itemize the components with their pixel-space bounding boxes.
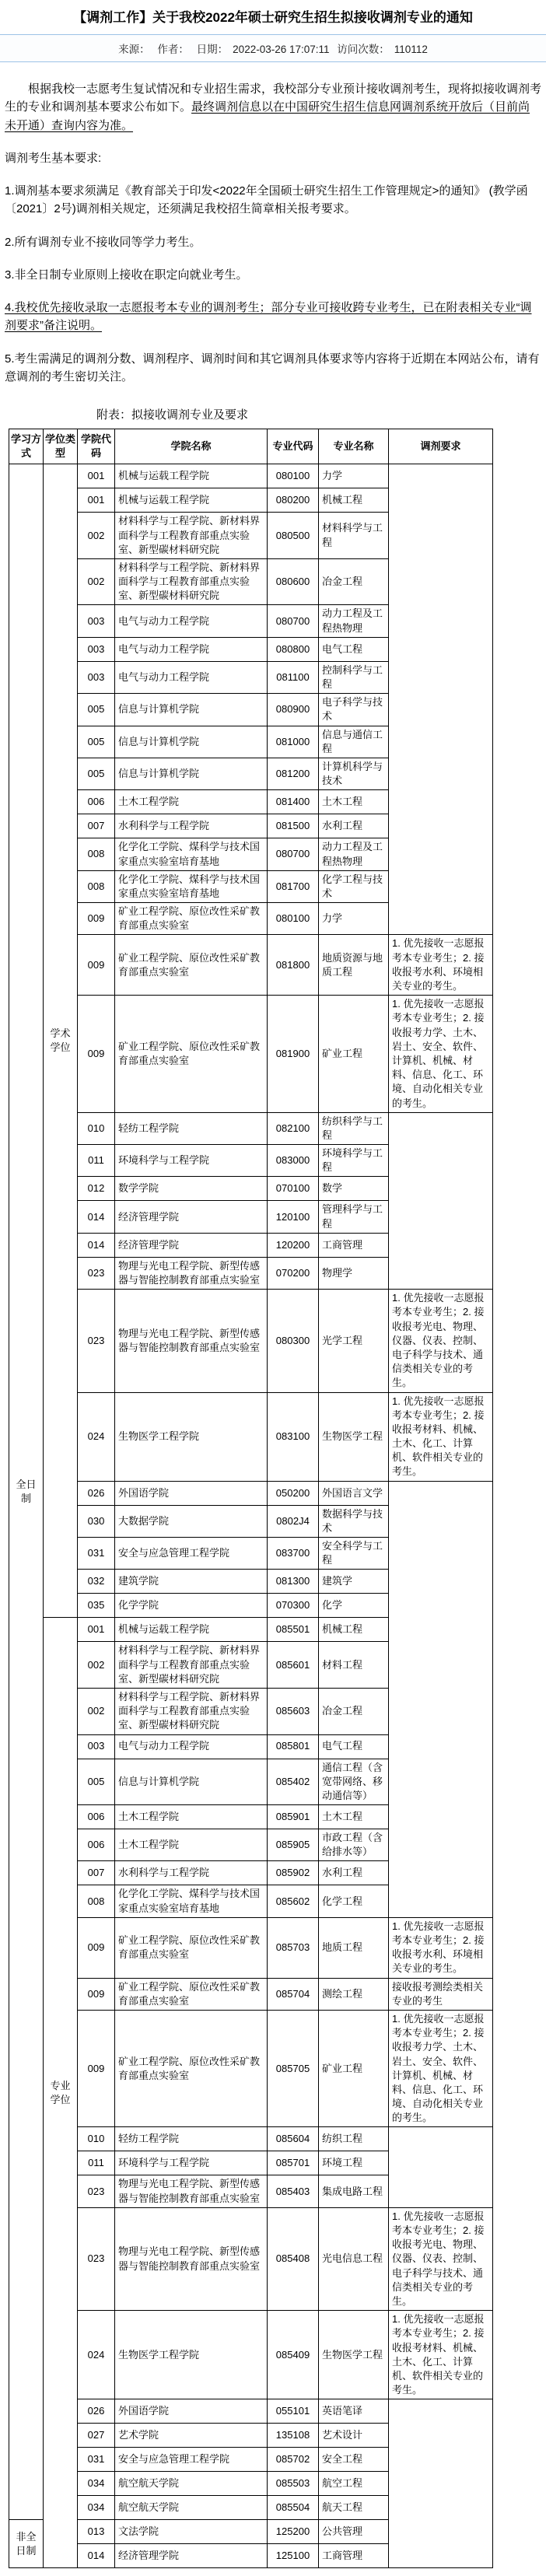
page-title: 【调剂工作】关于我校2022年硕士研究生招生拟接收调剂专业的通知 [73, 10, 473, 25]
major-name-cell: 市政工程（含给排水等） [319, 1829, 389, 1861]
major-code-cell: 085402 [268, 1759, 319, 1805]
college-name-cell: 环境科学与工程学院 [115, 1145, 268, 1177]
requirement-item-2: 2.所有调剂专业不接收同等学力考生。 [5, 235, 201, 249]
college-name-cell: 机械与运载工程学院 [115, 1618, 268, 1642]
major-name-cell: 生物医学工程 [319, 2311, 389, 2399]
requirement-cell: 1. 优先接收一志愿报考本专业考生；2. 接收报考水利、环境相关专业的考生。 [389, 935, 493, 996]
meta-visits-label: 访问次数： [337, 44, 390, 56]
major-code-cell: 085504 [268, 2496, 319, 2520]
major-code-cell: 120100 [268, 1201, 319, 1233]
major-code-cell: 083100 [268, 1392, 319, 1481]
college-code-cell: 007 [78, 1861, 115, 1885]
major-code-cell: 085701 [268, 2151, 319, 2175]
major-code-cell: 085604 [268, 2127, 319, 2151]
major-code-cell: 070100 [268, 1177, 319, 1201]
college-code-cell: 031 [78, 1538, 115, 1570]
table-row [9, 1112, 493, 1144]
major-name-cell: 英语笔译 [319, 2399, 389, 2424]
college-name-cell: 轻纺工程学院 [115, 1112, 268, 1144]
college-code-cell: 008 [78, 1885, 115, 1917]
major-name-cell: 光学工程 [319, 1290, 389, 1392]
requirement-cell [389, 2127, 493, 2207]
college-name-cell: 信息与计算机学院 [115, 726, 268, 758]
college-name-cell: 化学化工学院、煤科学与技术国家重点实验室培育基地 [115, 870, 268, 902]
college-name-cell: 物理与光电工程学院、新型传感器与智能控制教育部重点实验室 [115, 2175, 268, 2207]
major-name-cell: 水利工程 [319, 814, 389, 838]
header-cell: 专业代码 [268, 429, 319, 464]
requirement-cell: 1. 优先接收一志愿报考本专业考生；2. 接收报考水利、环境相关专业的考生。 [389, 1917, 493, 1978]
major-code-cell: 085403 [268, 2175, 319, 2207]
major-name-cell: 机械工程 [319, 1618, 389, 1642]
college-code-cell: 006 [78, 1829, 115, 1861]
major-name-cell: 动力工程及工程热物理 [319, 605, 389, 637]
college-name-cell: 建筑学院 [115, 1570, 268, 1594]
major-name-cell: 电气工程 [319, 1734, 389, 1759]
college-code-cell: 013 [78, 2520, 115, 2544]
major-name-cell: 管理科学与工程 [319, 1201, 389, 1233]
college-name-cell: 物理与光电工程学院、新型传感器与智能控制教育部重点实验室 [115, 1290, 268, 1392]
study-mode-cell: 非全日制 [9, 2520, 44, 2568]
college-code-cell: 002 [78, 1688, 115, 1734]
college-name-cell: 电气与动力工程学院 [115, 661, 268, 693]
requirement-item-3: 3.非全日制专业原则上接收在职定向就业考生。 [5, 268, 248, 282]
major-code-cell: 082100 [268, 1112, 319, 1144]
college-code-cell: 010 [78, 2127, 115, 2151]
major-code-cell: 055101 [268, 2399, 319, 2424]
requirement-cell: 1. 优先接收一志愿报考本专业考生；2. 接收报考力学、土木、岩土、安全、软件、计算机、机械、材料、信息、化工、环境、自动化相关专业的考生。 [389, 2010, 493, 2127]
requirement-cell: 1. 优先接收一志愿报考本专业考生；2. 接收报考光电、物理、仪器、仪表、控制、电子科学与技术、通信类相关专业的考生。 [389, 1290, 493, 1392]
requirement-cell [389, 1112, 493, 1290]
college-name-cell: 大数据学院 [115, 1505, 268, 1537]
table-row [9, 2399, 493, 2424]
major-code-cell: 080900 [268, 694, 319, 726]
college-name-cell: 数学学院 [115, 1177, 268, 1201]
college-code-cell: 009 [78, 935, 115, 996]
major-code-cell: 070300 [268, 1594, 319, 1618]
college-code-cell: 001 [78, 488, 115, 513]
header-cell: 学习方式 [9, 429, 44, 464]
college-name-cell: 航空航天学院 [115, 2496, 268, 2520]
college-name-cell: 信息与计算机学院 [115, 758, 268, 789]
major-name-cell: 化学工程 [319, 1885, 389, 1917]
major-code-cell: 135108 [268, 2424, 319, 2448]
major-name-cell: 电气工程 [319, 637, 389, 661]
notice-page [0, 9, 546, 2568]
college-name-cell: 生物医学工程学院 [115, 2311, 268, 2399]
college-code-cell: 030 [78, 1505, 115, 1537]
meta-date-label: 日期： [196, 44, 229, 56]
major-code-cell: 125200 [268, 2520, 319, 2544]
college-name-cell: 矿业工程学院、原位改性采矿教育部重点实验室 [115, 1978, 268, 2010]
college-name-cell: 材料科学与工程学院、新材料界面科学与工程教育部重点实验室、新型碳材料研究院 [115, 558, 268, 605]
major-name-cell: 力学 [319, 903, 389, 935]
major-name-cell: 公共管理 [319, 2520, 389, 2544]
college-name-cell: 安全与应急管理工程学院 [115, 2448, 268, 2472]
college-code-cell: 003 [78, 1734, 115, 1759]
major-name-cell: 材料科学与工程 [319, 513, 389, 559]
requirement-cell: 接收报考测绘类相关专业的考生 [389, 1978, 493, 2010]
major-name-cell: 外国语言文学 [319, 1481, 389, 1505]
college-name-cell: 经济管理学院 [115, 1201, 268, 1233]
college-code-cell: 003 [78, 605, 115, 637]
major-code-cell: 085501 [268, 1618, 319, 1642]
college-code-cell: 009 [78, 1917, 115, 1978]
major-name-cell: 机械工程 [319, 488, 389, 513]
major-code-cell: 080200 [268, 488, 319, 513]
major-name-cell: 矿业工程 [319, 996, 389, 1113]
college-code-cell: 002 [78, 1642, 115, 1689]
college-code-cell: 026 [78, 2399, 115, 2424]
requirement-cell [389, 464, 493, 935]
major-name-cell: 地质工程 [319, 1917, 389, 1978]
requirement-cell: 1. 优先接收一志愿报考本专业考生；2. 接收报考材料、机械、土木、化工、计算机、软件相关专业的考生。 [389, 1392, 493, 1481]
major-code-cell: 081200 [268, 758, 319, 789]
major-name-cell: 光电信息工程 [319, 2207, 389, 2310]
major-name-cell: 工商管理 [319, 2544, 389, 2568]
college-name-cell: 电气与动力工程学院 [115, 605, 268, 637]
college-name-cell: 安全与应急管理工程学院 [115, 1538, 268, 1570]
table-row [9, 2207, 493, 2310]
college-code-cell: 003 [78, 661, 115, 693]
college-code-cell: 023 [78, 2207, 115, 2310]
header-cell: 学院代码 [78, 429, 115, 464]
major-code-cell: 085503 [268, 2472, 319, 2496]
meta-visits-value: 110112 [394, 44, 428, 56]
college-code-cell: 008 [78, 870, 115, 902]
college-code-cell: 012 [78, 1177, 115, 1201]
major-name-cell: 艺术设计 [319, 2424, 389, 2448]
college-name-cell: 外国语学院 [115, 2399, 268, 2424]
requirement-cell: 1. 优先接收一志愿报考本专业考生；2. 接收报考力学、土木、岩土、安全、软件、计算机、机械、材料、信息、化工、环境、自动化相关专业的考生。 [389, 996, 493, 1113]
college-name-cell: 电气与动力工程学院 [115, 1734, 268, 1759]
major-code-cell: 085905 [268, 1829, 319, 1861]
college-code-cell: 005 [78, 726, 115, 758]
major-code-cell: 085902 [268, 1861, 319, 1885]
college-code-cell: 011 [78, 1145, 115, 1177]
meta-bar [0, 34, 546, 62]
major-code-cell: 050200 [268, 1481, 319, 1505]
major-code-cell: 081800 [268, 935, 319, 996]
major-name-cell: 航空工程 [319, 2472, 389, 2496]
meta-source-label: 来源： [118, 44, 150, 56]
college-name-cell: 生物医学工程学院 [115, 1392, 268, 1481]
major-code-cell: 081300 [268, 1570, 319, 1594]
major-code-cell: 085901 [268, 1805, 319, 1829]
major-name-cell: 力学 [319, 464, 389, 488]
table-row [9, 2311, 493, 2399]
college-name-cell: 矿业工程学院、原位改性采矿教育部重点实验室 [115, 996, 268, 1113]
major-code-cell: 080100 [268, 464, 319, 488]
college-code-cell: 001 [78, 464, 115, 488]
notice-body [0, 62, 546, 424]
college-name-cell: 化学化工学院、煤科学与技术国家重点实验室培育基地 [115, 1885, 268, 1917]
college-name-cell: 化学化工学院、煤科学与技术国家重点实验室培育基地 [115, 838, 268, 870]
college-code-cell: 003 [78, 637, 115, 661]
college-name-cell: 轻纺工程学院 [115, 2127, 268, 2151]
meta-date-value: 2022-03-26 17:07:11 [233, 44, 330, 56]
major-code-cell: 085801 [268, 1734, 319, 1759]
college-name-cell: 水利科学与工程学院 [115, 814, 268, 838]
college-code-cell: 014 [78, 2544, 115, 2568]
requirement-cell [389, 2399, 493, 2568]
college-code-cell: 026 [78, 1481, 115, 1505]
major-code-cell: 085409 [268, 2311, 319, 2399]
requirement-cell: 1. 优先接收一志愿报考本专业考生；2. 接收报考材料、机械、土木、化工、计算机、软件相关专业的考生。 [389, 2311, 493, 2399]
college-code-cell: 014 [78, 1201, 115, 1233]
major-code-cell: 085603 [268, 1688, 319, 1734]
intro-underlined-text: 最终调剂信息以在中国研究生招生信息网调剂系统开放后（目前尚未开通）查询内容为准。 [5, 100, 530, 132]
requirement-item-5: 5.考生需满足的调剂分数、调剂程序、调剂时间和其它调剂具体要求等内容将于近期在本网站公布，请有意调剂的考生密切关注。 [5, 352, 540, 383]
table-row [9, 2127, 493, 2151]
college-code-cell: 005 [78, 1759, 115, 1805]
major-code-cell: 080800 [268, 637, 319, 661]
major-code-cell: 085602 [268, 1885, 319, 1917]
major-code-cell: 081500 [268, 814, 319, 838]
major-code-cell: 120200 [268, 1233, 319, 1257]
table-row [9, 464, 493, 488]
major-name-cell: 动力工程及工程热物理 [319, 838, 389, 870]
college-name-cell: 材料科学与工程学院、新材料界面科学与工程教育部重点实验室、新型碳材料研究院 [115, 1642, 268, 1689]
major-code-cell: 081900 [268, 996, 319, 1113]
major-name-cell: 建筑学 [319, 1570, 389, 1594]
major-code-cell: 085704 [268, 1978, 319, 2010]
college-code-cell: 002 [78, 513, 115, 559]
college-code-cell: 006 [78, 1805, 115, 1829]
table-row [9, 1481, 493, 1505]
major-name-cell: 环境工程 [319, 2151, 389, 2175]
header-cell: 调剂要求 [389, 429, 493, 464]
major-code-cell: 125100 [268, 2544, 319, 2568]
college-code-cell: 035 [78, 1594, 115, 1618]
major-code-cell: 080300 [268, 1290, 319, 1392]
major-code-cell: 083700 [268, 1538, 319, 1570]
college-code-cell: 031 [78, 2448, 115, 2472]
major-name-cell: 冶金工程 [319, 558, 389, 605]
header-cell: 学位类型 [44, 429, 78, 464]
major-code-cell: 085705 [268, 2010, 319, 2127]
study-mode-cell: 全日制 [9, 464, 44, 2520]
major-name-cell: 材料工程 [319, 1642, 389, 1689]
college-code-cell: 024 [78, 1392, 115, 1481]
major-name-cell: 安全工程 [319, 2448, 389, 2472]
major-name-cell: 物理学 [319, 1257, 389, 1289]
college-name-cell: 水利科学与工程学院 [115, 1861, 268, 1885]
major-code-cell: 085601 [268, 1642, 319, 1689]
college-code-cell: 009 [78, 903, 115, 935]
college-code-cell: 007 [78, 814, 115, 838]
college-name-cell: 经济管理学院 [115, 2544, 268, 2568]
college-code-cell: 005 [78, 758, 115, 789]
college-name-cell: 机械与运载工程学院 [115, 488, 268, 513]
college-code-cell: 034 [78, 2496, 115, 2520]
college-name-cell: 经济管理学院 [115, 1233, 268, 1257]
college-name-cell: 物理与光电工程学院、新型传感器与智能控制教育部重点实验室 [115, 2207, 268, 2310]
college-name-cell: 土木工程学院 [115, 1829, 268, 1861]
table-row [9, 1978, 493, 2010]
college-name-cell: 电气与动力工程学院 [115, 637, 268, 661]
major-name-cell: 集成电路工程 [319, 2175, 389, 2207]
major-name-cell: 航天工程 [319, 2496, 389, 2520]
major-name-cell: 电子科学与技术 [319, 694, 389, 726]
major-code-cell: 080600 [268, 558, 319, 605]
college-code-cell: 011 [78, 2151, 115, 2175]
major-code-cell: 081400 [268, 790, 319, 814]
major-name-cell: 化学工程与技术 [319, 870, 389, 902]
college-name-cell: 信息与计算机学院 [115, 1759, 268, 1805]
table-row [9, 1392, 493, 1481]
college-name-cell: 矿业工程学院、原位改性采矿教育部重点实验室 [115, 2010, 268, 2127]
major-name-cell: 地质资源与地质工程 [319, 935, 389, 996]
meta-author-label: 作者： [157, 44, 189, 56]
college-name-cell: 艺术学院 [115, 2424, 268, 2448]
table-header-row [9, 429, 493, 464]
header-cell: 学院名称 [115, 429, 268, 464]
major-code-cell: 080700 [268, 838, 319, 870]
college-name-cell: 材料科学与工程学院、新材料界面科学与工程教育部重点实验室、新型碳材料研究院 [115, 513, 268, 559]
college-code-cell: 014 [78, 1233, 115, 1257]
intro-paragraph [5, 80, 541, 135]
major-name-cell: 安全科学与工程 [319, 1538, 389, 1570]
table-row [9, 1917, 493, 1978]
college-code-cell: 005 [78, 694, 115, 726]
intro-text: 根据我校一志愿考生复试情况和专业招生需求，我校部分专业预计接收调剂考生，现将拟接收调剂考生的专业和调剂基本要求公布如下。 [5, 82, 542, 114]
major-code-cell: 080500 [268, 513, 319, 559]
college-name-cell: 航空航天学院 [115, 2472, 268, 2496]
college-code-cell: 024 [78, 2311, 115, 2399]
major-name-cell: 矿业工程 [319, 2010, 389, 2127]
major-name-cell: 纺织科学与工程 [319, 1112, 389, 1144]
college-code-cell: 034 [78, 2472, 115, 2496]
major-name-cell: 数学 [319, 1177, 389, 1201]
major-name-cell: 环境科学与工程 [319, 1145, 389, 1177]
major-code-cell: 080700 [268, 605, 319, 637]
major-name-cell: 土木工程 [319, 790, 389, 814]
college-code-cell: 002 [78, 558, 115, 605]
major-code-cell: 085408 [268, 2207, 319, 2310]
major-code-cell: 083000 [268, 1145, 319, 1177]
degree-type-cell: 专业学位 [44, 1618, 78, 2568]
major-name-cell: 通信工程（含宽带网络、移动通信等） [319, 1759, 389, 1805]
college-code-cell: 009 [78, 2010, 115, 2127]
major-code-cell: 080100 [268, 903, 319, 935]
requirements-heading: 调剂考生基本要求: [5, 151, 102, 165]
college-code-cell: 023 [78, 2175, 115, 2207]
college-code-cell: 008 [78, 838, 115, 870]
requirement-cell: 1. 优先接收一志愿报考本专业考生；2. 接收报考光电、物理、仪器、仪表、控制、电子科学与技术、通信类相关专业的考生。 [389, 2207, 493, 2310]
major-code-cell: 0802J4 [268, 1505, 319, 1537]
header-cell: 专业名称 [319, 429, 389, 464]
major-code-cell: 085703 [268, 1917, 319, 1978]
college-code-cell: 023 [78, 1257, 115, 1289]
college-name-cell: 矿业工程学院、原位改性采矿教育部重点实验室 [115, 1917, 268, 1978]
college-name-cell: 物理与光电工程学院、新型传感器与智能控制教育部重点实验室 [115, 1257, 268, 1289]
college-name-cell: 文法学院 [115, 2520, 268, 2544]
major-code-cell: 085702 [268, 2448, 319, 2472]
major-name-cell: 化学 [319, 1594, 389, 1618]
major-name-cell: 工商管理 [319, 1233, 389, 1257]
major-name-cell: 计算机科学与技术 [319, 758, 389, 789]
college-code-cell: 023 [78, 1290, 115, 1392]
table-row [9, 996, 493, 1113]
college-code-cell: 009 [78, 996, 115, 1113]
college-code-cell: 010 [78, 1112, 115, 1144]
requirement-item-1: 1.调剂基本要求须满足《教育部关于印发<2022年全国硕士研究生招生工作管理规定>的通知》 (教学函〔2021〕2号)调剂相关规定，还须满足我校招生简章相关报考要求。 [5, 184, 528, 216]
college-name-cell: 外国语学院 [115, 1481, 268, 1505]
major-name-cell: 水利工程 [319, 1861, 389, 1885]
major-code-cell: 081700 [268, 870, 319, 902]
college-code-cell: 001 [78, 1618, 115, 1642]
college-code-cell: 006 [78, 790, 115, 814]
college-code-cell: 009 [78, 1978, 115, 2010]
college-name-cell: 环境科学与工程学院 [115, 2151, 268, 2175]
requirement-item-4: 4.我校优先接收录取一志愿报考本专业的调剂考生；部分专业可接收跨专业考生，已在附表相关专业“调剂要求”备注说明。 [5, 301, 532, 333]
major-name-cell: 测绘工程 [319, 1978, 389, 2010]
table-row [9, 935, 493, 996]
college-name-cell: 材料科学与工程学院、新材料界面科学与工程教育部重点实验室、新型碳材料研究院 [115, 1688, 268, 1734]
college-name-cell: 土木工程学院 [115, 1805, 268, 1829]
requirement-cell [389, 1481, 493, 1917]
degree-type-cell: 学术学位 [44, 464, 78, 1618]
adjustment-table [9, 429, 493, 2568]
major-name-cell: 控制科学与工程 [319, 661, 389, 693]
major-name-cell: 生物医学工程 [319, 1392, 389, 1481]
college-name-cell: 化学学院 [115, 1594, 268, 1618]
major-name-cell: 信息与通信工程 [319, 726, 389, 758]
college-name-cell: 土木工程学院 [115, 790, 268, 814]
college-code-cell: 032 [78, 1570, 115, 1594]
major-name-cell: 冶金工程 [319, 1688, 389, 1734]
major-code-cell: 070200 [268, 1257, 319, 1289]
college-name-cell: 矿业工程学院、原位改性采矿教育部重点实验室 [115, 903, 268, 935]
major-name-cell: 土木工程 [319, 1805, 389, 1829]
college-name-cell: 信息与计算机学院 [115, 694, 268, 726]
table-caption: 附表：拟接收调剂专业及要求 [96, 408, 249, 422]
major-name-cell: 数据科学与技术 [319, 1505, 389, 1537]
college-name-cell: 矿业工程学院、原位改性采矿教育部重点实验室 [115, 935, 268, 996]
table-row [9, 2010, 493, 2127]
major-code-cell: 081100 [268, 661, 319, 693]
major-name-cell: 纺织工程 [319, 2127, 389, 2151]
college-name-cell: 机械与运载工程学院 [115, 464, 268, 488]
college-code-cell: 027 [78, 2424, 115, 2448]
major-code-cell: 081000 [268, 726, 319, 758]
table-row [9, 1290, 493, 1392]
